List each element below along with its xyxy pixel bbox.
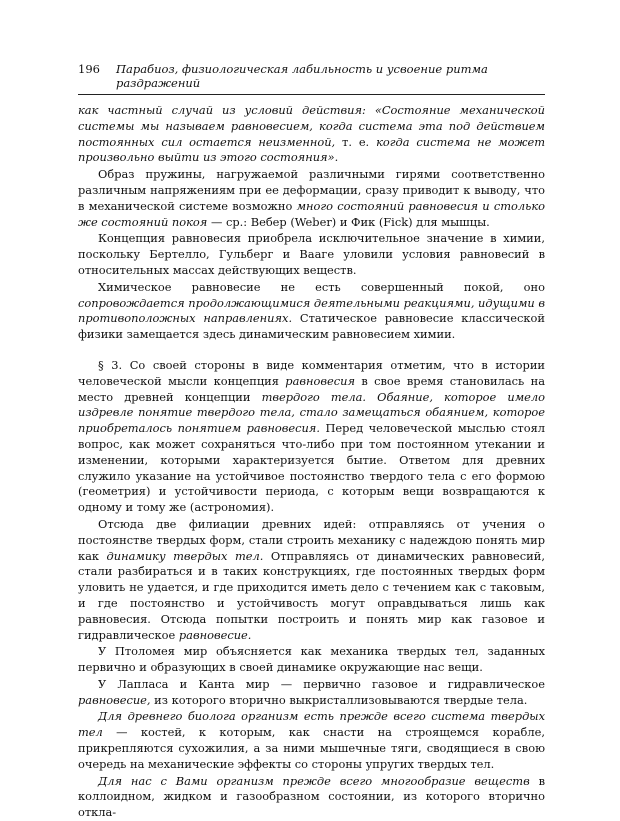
text-run: т. е.: [335, 134, 377, 149]
text-run: из которого вторично выкристаллизовываются твердые тела.: [150, 692, 528, 707]
italic-run: динамику твердых тел.: [106, 548, 264, 563]
text-run: Перед человеческой мыслью стоял вопрос, как может сохраняться что-либо при том постоянном утекании и изменении, которыми характеризуется бытие. Ответом для древних служило указание на устойчивое постоянство твердого тела с его формою (геометрия) и устойчивости периода, с которым вещи возвращаются к одному и тому же (астрономия).: [78, 421, 545, 515]
italic-run: Для древнего биолога организм есть прежде всего система твердых тел: [78, 709, 545, 740]
body-text: [78, 103, 545, 821]
text-run: У Лапласа и Канта мир — первично газовое и гидравлическое: [98, 676, 545, 691]
text-run: Статическое равновесие классической физики замещается здесь динамическим равновесием химии.: [78, 311, 545, 342]
running-title: Парабиоз, физиологическая лабильность и усвоение ритма раздражений: [115, 62, 488, 90]
text-run: У Птоломея мир объясняется как механика твердых тел, заданных первично и образующих в своей динамике окружающие нас вещи.: [78, 644, 545, 675]
text-run: Отсюда две филиации древних идей: отправляясь от учения о постоянстве твердых форм, стали строить механику с надеждою понять мир как: [78, 516, 545, 563]
italic-run: когда система не может произвольно выйти из этого состояния».: [78, 134, 546, 165]
para-9-ancient-biologist: [78, 709, 545, 772]
italic-run: равновесия: [285, 373, 355, 388]
para-5-section-3: [78, 358, 545, 516]
text-run: в свое время становилась на место древней концепции: [78, 373, 545, 404]
page-number: 196: [78, 62, 100, 76]
page-header: [78, 62, 545, 95]
text-run: в коллоидном, жидком и газообразном состоянии, из которого вторично откла-: [78, 773, 545, 820]
text-run: — ср.: Вебер (Weber) и Фик (Fick) для мышцы.: [207, 214, 490, 229]
para-2-spring: [78, 167, 545, 230]
para-1-continuation: [78, 103, 545, 166]
text-run: § 3. Со своей стороны в виде комментария отметим, что в истории человеческой мысли концепция: [78, 357, 545, 388]
para-6-two-branches: [78, 517, 545, 643]
para-10-for-us: [78, 774, 545, 821]
italic-run: как частный случай из условий действия: «Состояние механической системы мы называем равновесием, когда система эта под действием постоянных сил остается неизменной,: [78, 103, 545, 149]
para-7-ptolemy: [78, 644, 545, 676]
italic-run: равновесие,: [78, 692, 151, 707]
para-3-chemistry: [78, 231, 545, 278]
text-run: Концепция равновесия приобрела исключительное значение в химии, поскольку Бертелло, Гульберг и Вааге уловили условия равновесий в относительных массах действующих веществ.: [78, 231, 545, 277]
italic-run: твердого тела. Обаяние, которое имело издревле понятие твердого тела, стало замещаться обаянием, которое приобреталось понятием равновесия.: [78, 389, 545, 436]
italic-run: много состояний равновесия и столько же состояний покоя: [78, 198, 545, 229]
para-4-chemical-equilibrium: [78, 280, 545, 343]
italic-run: Для нас с Вами организм прежде всего многообразие веществ: [98, 773, 530, 788]
text-run: Химическое равновесие не есть совершенный покой, оно: [98, 279, 545, 294]
text-run: Отправляясь от динамических равновесий, стали разбираться и в таких конструкциях, где постоянных твердых форм уловить не удается, и где приходится иметь дело с течением как с таковым, и где постоянство и устойчивость могут оправдываться лишь как равновесия. Отсюда попытки построить и понять мир как газовое и гидравлическое: [78, 548, 545, 642]
italic-run: равновесие.: [178, 627, 252, 642]
text-run: — костей, к которым, как снасти на строящемся корабле, прикрепляются сухожилия, а за ними мышечные тяги, сводящиеся в свою очередь на механические эффекты со стороны упругих твердых тел.: [78, 725, 545, 771]
para-8-laplace-kant: [78, 677, 545, 709]
book-page: [78, 62, 545, 821]
text-run: Образ пружины, нагружаемой различными гирями соответственно различным напряжениям при ее деформации, сразу приводит к выводу, что в механической системе возможно: [78, 167, 545, 213]
italic-run: сопровождается продолжающимися деятельными реакциями, идущими в противоположных направлениях.: [78, 295, 545, 326]
